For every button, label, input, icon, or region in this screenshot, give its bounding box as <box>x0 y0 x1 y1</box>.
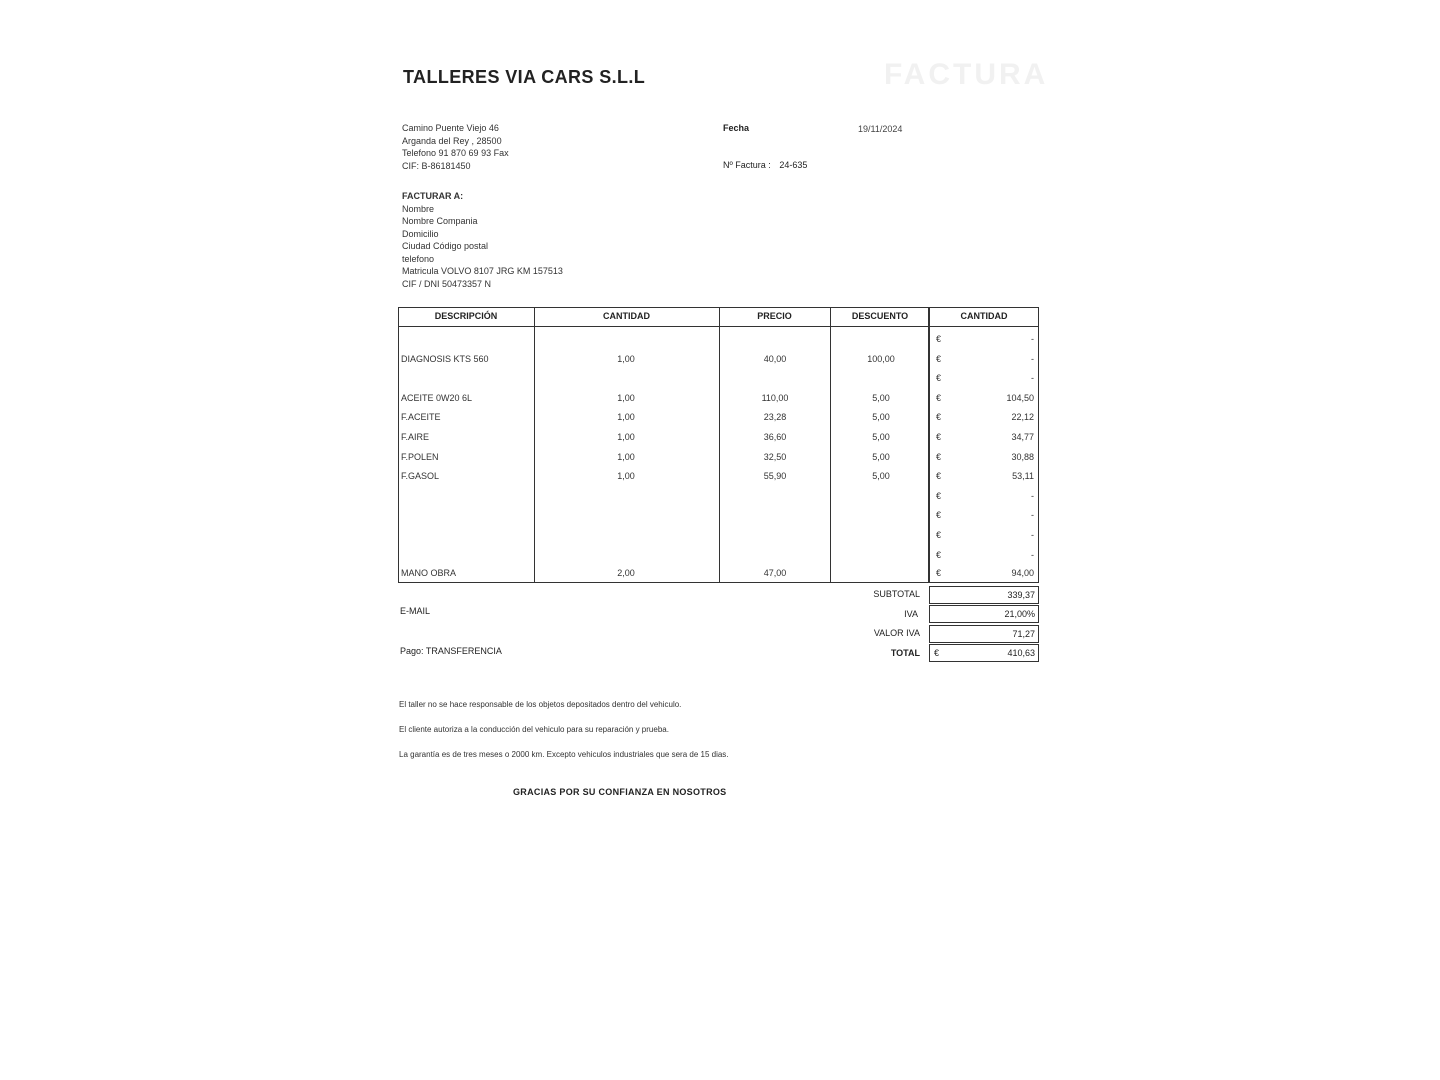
bill-to-line: Nombre Compania <box>402 216 478 226</box>
row-currency: € <box>936 432 942 442</box>
bill-to-line: Domicilio <box>402 228 439 239</box>
column-divider <box>534 307 535 583</box>
invoice-watermark: FACTURA <box>884 58 1049 91</box>
row-price: 23,28 <box>763 412 787 423</box>
email-label: E-MAIL <box>400 606 431 616</box>
company-name: TALLERES VIA CARS S.L.L <box>403 67 646 87</box>
column-divider <box>719 307 720 583</box>
row-description: MANO OBRA <box>401 568 457 578</box>
subtotal-box <box>929 586 1039 604</box>
row-price: 32,50 <box>763 451 787 462</box>
row-price: 47,00 <box>763 568 787 578</box>
valor-iva-value: 71,27 <box>1012 629 1035 639</box>
row-quantity: 1,00 <box>617 353 635 364</box>
row-quantity: 1,00 <box>617 451 635 462</box>
row-currency: € <box>936 490 942 501</box>
row-quantity: 1,00 <box>617 412 635 423</box>
row-amount: 53,11 <box>1012 471 1034 482</box>
company-address <box>402 122 509 172</box>
bill-to-line: telefono <box>402 253 435 264</box>
row-quantity: 1,00 <box>617 471 635 482</box>
iva-box <box>929 605 1039 623</box>
invoice-number-value: 24-635 <box>779 160 808 170</box>
row-quantity: 2,00 <box>617 568 635 578</box>
row-currency: € <box>936 530 942 540</box>
bill-to-line: Nombre <box>402 203 435 214</box>
row-description: F.ACEITE <box>401 412 441 423</box>
row-quantity: 1,00 <box>617 392 635 403</box>
row-currency: € <box>936 392 942 403</box>
payment-label: Pago: <box>400 646 424 656</box>
iva-value: 21,00% <box>1004 609 1035 619</box>
total-value: 410,63 <box>1007 648 1035 658</box>
row-currency: € <box>936 510 942 521</box>
row-price: 36,60 <box>763 432 787 442</box>
row-amount: 94,00 <box>1011 568 1034 578</box>
disclaimer-note: La garantía es de tres meses o 2000 km. Excepto vehiculos industriales que sera de 15 dias. <box>399 750 729 759</box>
total-label: TOTAL <box>890 648 920 658</box>
header-discount: DESCUENTO <box>851 311 909 321</box>
row-amount: - <box>1031 510 1034 521</box>
bill-to-line: CIF / DNI 50473357 N <box>402 278 492 289</box>
disclaimer-note: El cliente autoriza a la conducción del vehiculo para su reparación y prueba. <box>399 725 669 734</box>
row-description: F.POLEN <box>401 451 439 462</box>
row-discount: 5,00 <box>872 412 890 423</box>
row-discount: 5,00 <box>872 432 890 442</box>
row-description: ACEITE 0W20 6L <box>401 392 473 403</box>
total-currency: € <box>934 648 940 658</box>
row-currency: € <box>936 451 942 462</box>
address-line: Arganda del Rey , 28500 <box>402 135 502 146</box>
total-box <box>929 644 1039 662</box>
row-amount: 30,88 <box>1011 451 1034 462</box>
address-line: Telefono 91 870 69 93 Fax <box>402 148 509 158</box>
date-value: 19/11/2024 <box>858 124 903 134</box>
bill-to-line: Matricula VOLVO 8107 JRG KM 157513 <box>402 266 563 276</box>
row-amount: - <box>1031 353 1034 364</box>
address-line: CIF: B-86181450 <box>402 160 471 171</box>
row-currency: € <box>936 549 942 560</box>
row-quantity: 1,00 <box>617 432 635 442</box>
row-price: 110,00 <box>761 392 789 403</box>
thanks-message: GRACIAS POR SU CONFIANZA EN NOSOTROS <box>513 787 727 797</box>
row-price: 40,00 <box>763 353 787 364</box>
payment-method <box>400 646 502 656</box>
header-divider <box>398 326 1038 327</box>
row-amount: - <box>1031 530 1034 540</box>
row-amount: 104,50 <box>1006 392 1034 403</box>
bill-to-heading: FACTURAR A: <box>402 191 464 201</box>
row-currency: € <box>936 412 942 423</box>
amount-column-frame <box>928 307 1039 583</box>
table-frame <box>398 307 930 583</box>
column-divider <box>830 307 831 583</box>
row-currency: € <box>936 334 942 344</box>
disclaimer-note: El taller no se hace responsable de los objetos depositados dentro del vehiculo. <box>399 700 682 709</box>
invoice-number <box>723 160 807 170</box>
subtotal-label: SUBTOTAL <box>873 589 920 599</box>
header-description: DESCRIPCIÓN <box>434 311 498 321</box>
row-price: 55,90 <box>763 471 787 482</box>
row-description: F.AIRE <box>401 432 430 442</box>
valor-iva-label: VALOR IVA <box>873 628 920 638</box>
invoice-number-label: Nº Factura : <box>723 160 771 170</box>
address-line: Camino Puente Viejo 46 <box>402 123 499 133</box>
items-table <box>398 307 1040 583</box>
row-amount: 22,12 <box>1011 412 1034 423</box>
row-currency: € <box>936 353 942 364</box>
row-currency: € <box>936 568 942 578</box>
row-amount: - <box>1031 549 1034 560</box>
row-discount: 5,00 <box>872 392 890 403</box>
payment-value: TRANSFERENCIA <box>425 646 502 656</box>
header-quantity: CANTIDAD <box>603 311 650 321</box>
row-description: DIAGNOSIS KTS 560 <box>401 353 489 364</box>
row-amount: - <box>1031 490 1034 501</box>
row-discount: 5,00 <box>872 451 890 462</box>
iva-label: IVA <box>904 609 918 619</box>
header-amount: CANTIDAD <box>960 311 1008 321</box>
row-discount: 100,00 <box>867 353 895 364</box>
row-currency: € <box>936 373 942 384</box>
row-amount: - <box>1031 373 1034 384</box>
row-description: F.GASOL <box>401 471 440 482</box>
row-currency: € <box>936 471 942 482</box>
header-price: PRECIO <box>757 311 792 321</box>
subtotal-value: 339,37 <box>1007 590 1035 600</box>
row-amount: - <box>1031 334 1034 344</box>
valor-iva-box <box>929 625 1039 643</box>
row-amount: 34,77 <box>1011 432 1034 442</box>
bill-to-block <box>402 190 563 290</box>
date-label: Fecha <box>723 123 750 133</box>
bill-to-line: Ciudad Código postal <box>402 241 489 251</box>
row-discount: 5,00 <box>872 471 890 482</box>
